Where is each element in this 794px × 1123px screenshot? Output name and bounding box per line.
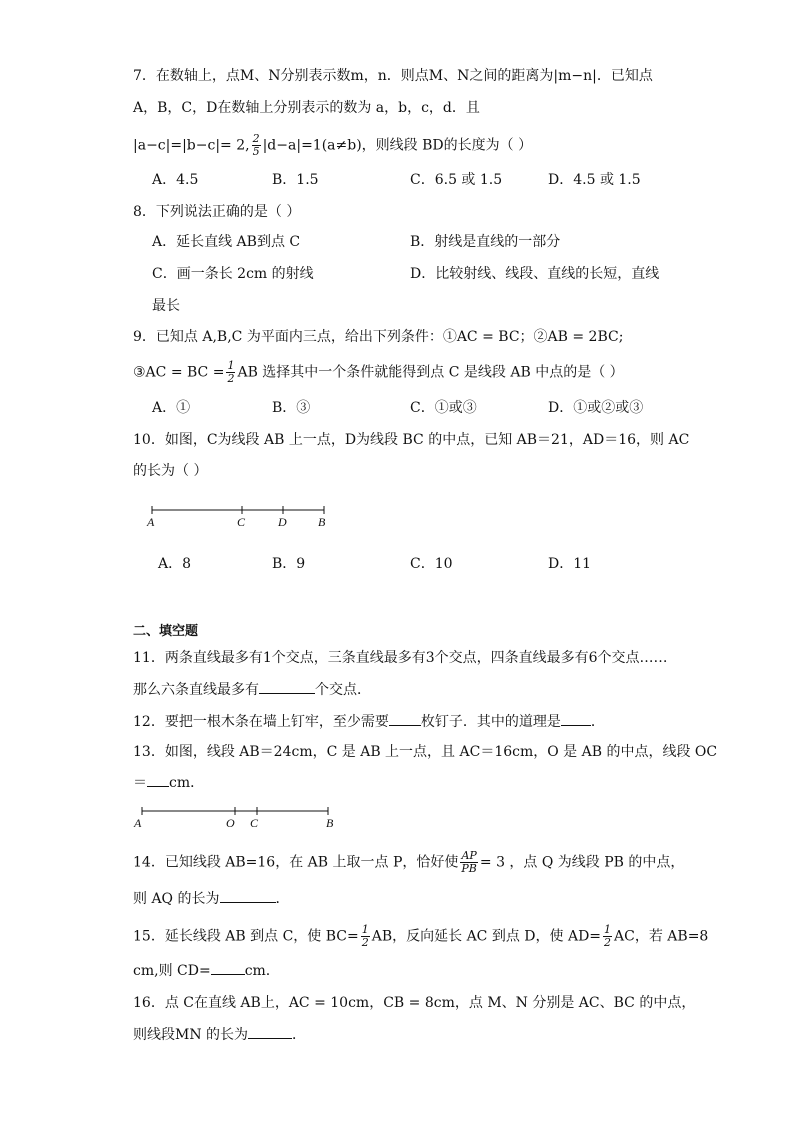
q9-fraction: $\frac{1}{2}$ [227, 359, 235, 385]
q15-fraction-2: $\frac{1}{2}$ [604, 923, 612, 949]
q16-line2-b: ． [292, 1027, 307, 1043]
q15-line2-a: cm,则 CD= [133, 963, 211, 979]
q7-option-a[interactable]: A．4.5 [152, 172, 199, 188]
q12-answer-blank-1[interactable] [389, 711, 421, 726]
q13-label-b: B [326, 816, 334, 829]
q13-label-a: A [134, 816, 142, 829]
q7-line3 [133, 133, 532, 158]
q11-line2-a: 那么六条直线最多有 [133, 682, 259, 698]
q8-stem: 8．下列说法正确的是（ ） [133, 204, 301, 220]
q9-line2-a: ③AC = BC = [133, 364, 225, 381]
q15-line1-a: 15．延长线段 AB 到点 C，使 BC= [133, 928, 359, 945]
q13-line2-a: ＝ [133, 775, 147, 791]
q9-line1: 9．已知点 A,B,C 为平面内三点，给出下列条件：①AC = BC；②AB = 2BC; [133, 329, 624, 345]
q15-line1 [133, 924, 708, 949]
q10-option-b[interactable]: B．9 [272, 556, 306, 572]
q10-option-c[interactable]: C．10 [410, 556, 453, 572]
q8-option-b[interactable]: B．射线是直线的一部分 [410, 234, 561, 250]
q9-line2-b: AB 选择其中一个条件就能得到点 C 是线段 AB 中点的是（ ） [237, 364, 624, 381]
q12-answer-blank-2[interactable] [561, 711, 591, 726]
q11-answer-blank[interactable] [259, 679, 315, 694]
q9-option-c[interactable]: C．①或③ [410, 400, 477, 416]
q7-option-d[interactable]: D．4.5 或 1.5 [548, 172, 641, 188]
q7-option-b[interactable]: B．1.5 [272, 172, 319, 188]
q7-line2: A，B，C，D在数轴上分别表示的数为 a，b，c，d．且 [133, 100, 480, 116]
q10-option-d[interactable]: D．11 [548, 556, 592, 572]
q13-line2 [133, 772, 204, 793]
q16-line2 [133, 1024, 306, 1045]
q10-label-c: C [237, 515, 246, 528]
q14-answer-blank[interactable] [220, 888, 276, 903]
q11-line2 [133, 679, 371, 700]
q13-line2-b: cm． [169, 775, 205, 791]
q12-part-a: 12．要把一根木条在墙上钉牢，至少需要 [133, 714, 389, 730]
q9-option-b[interactable]: B．③ [272, 400, 311, 416]
q7-line1: 7．在数轴上，点M、N分别表示数m，n．则点M、N之间的距离为|m−n|．已知点 [133, 68, 653, 84]
q8-option-d[interactable]: D．比较射线、线段、直线的长短，直线 [410, 266, 660, 282]
q14-line2 [133, 888, 290, 909]
q10-label-b: B [318, 515, 326, 528]
q10-option-a[interactable]: A．8 [158, 556, 192, 572]
q14-line2-a: 则 AQ 的长为 [133, 891, 220, 907]
q14-line2-b: ． [275, 891, 290, 907]
q13-label-o: O [226, 816, 235, 829]
q16-answer-blank[interactable] [248, 1024, 292, 1039]
q10-segment-figure [140, 502, 340, 528]
q15-answer-blank[interactable] [211, 960, 245, 975]
q15-fraction-1: $\frac{1}{2}$ [361, 923, 369, 949]
q10-label-a: A [147, 515, 155, 528]
q9-option-d[interactable]: D．①或②或③ [548, 400, 644, 416]
q10-line1: 10．如图，C为线段 AB 上一点，D为线段 BC 的中点，已知 AB＝21，AD＝16，则 AC [133, 432, 690, 448]
q13-label-c: C [250, 816, 259, 829]
q9-line2 [133, 360, 624, 385]
q7-fraction: $\frac{2}{5}$ [252, 132, 260, 158]
q8-option-a[interactable]: A．延长直线 AB到点 C [152, 234, 301, 250]
q9-option-a[interactable]: A．① [152, 400, 191, 416]
q15-line2-b: cm. [244, 963, 271, 979]
q16-line2-a: 则线段MN 的长为 [133, 1027, 249, 1043]
q7-option-c[interactable]: C．6.5 或 1.5 [410, 172, 503, 188]
q15-line1-b: AB，反向延长 AC 到点 D，使 AD= [371, 928, 602, 945]
q16-line1: 16．点 C在直线 AB上，AC = 10cm，CB = 8cm，点 M、N 分别是 AC、BC 的中点， [133, 995, 696, 1011]
q7-line3-a: |a−c|=|b−c|= 2, [133, 137, 250, 154]
q12-part-b: 枚钉子．其中的道理是 [420, 714, 561, 730]
q12-line [133, 711, 605, 732]
q14-line1-b: = 3 ，点 Q 为线段 PB 的中点， [479, 854, 685, 871]
q11-line2-b: 个交点． [315, 682, 371, 698]
section-title-fill-in: 二、填空题 [133, 624, 199, 639]
q7-line3-b: |d−a|=1(a≠b)，则线段 BD的长度为（ ） [262, 137, 533, 154]
q13-answer-blank[interactable] [147, 772, 169, 787]
q15-line2 [133, 960, 270, 981]
q8-option-c[interactable]: C．画一条长 2cm 的射线 [152, 266, 314, 282]
q8-option-d-cont: 最长 [152, 298, 180, 314]
q13-line1: 13．如图，线段 AB＝24cm，C 是 AB 上一点，且 AC＝16cm，O 是 AB 的中点，线段 OC [133, 744, 718, 760]
q14-line1 [133, 850, 684, 875]
q12-part-c: ． [590, 714, 605, 730]
q11-line1: 11．两条直线最多有1个交点，三条直线最多有3个交点，四条直线最多有6个交点…… [133, 650, 668, 666]
q13-segment-figure [130, 803, 345, 829]
q10-label-d: D [278, 515, 287, 528]
q10-line2: 的长为（ ） [133, 463, 208, 479]
q14-line1-a: 14．已知线段 AB=16，在 AB 上取一点 P，恰好使 [133, 854, 459, 871]
q15-line1-c: AC，若 AB=8 [614, 928, 709, 945]
q14-fraction: $\frac{AP}{PB}$ [461, 849, 477, 875]
